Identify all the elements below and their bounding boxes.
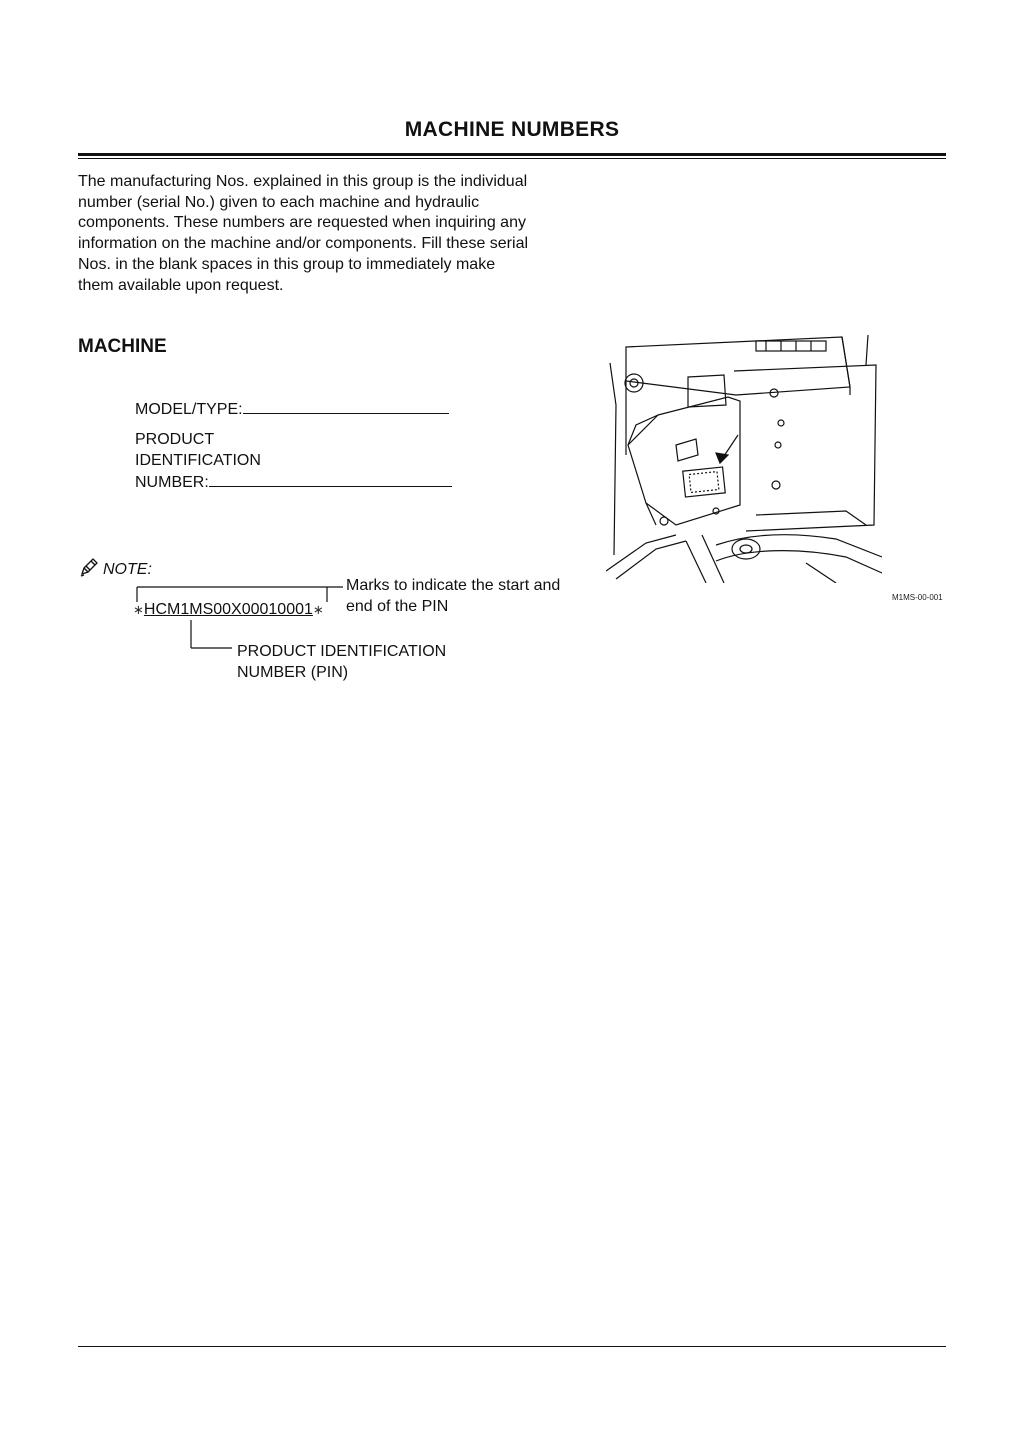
marks-callout-line2: end of the PIN	[346, 598, 449, 615]
marks-callout	[346, 575, 560, 617]
pin-end-mark: ∗	[312, 602, 324, 617]
machine-plate-figure	[606, 335, 882, 583]
note-label: NOTE:	[103, 560, 152, 578]
model-type-label: MODEL/TYPE:	[135, 401, 243, 418]
page-title: MACHINE NUMBERS	[404, 118, 620, 141]
footer-rule	[78, 1346, 946, 1347]
pin-callout-line1: PRODUCT IDENTIFICATION	[237, 643, 447, 660]
marks-callout-line1: Marks to indicate the start and	[346, 577, 561, 594]
pin-example	[133, 601, 324, 619]
pin-callout-line2: NUMBER (PIN)	[237, 664, 349, 681]
pin-example-code: HCM1MS00X00010001	[143, 601, 313, 618]
pin-label-line1: PRODUCT	[135, 431, 215, 448]
pin-callout	[237, 641, 446, 683]
pin-label-line3: NUMBER:	[135, 474, 209, 491]
figure-id: M1MS-00-001	[892, 593, 943, 602]
pin-start-mark: ∗	[133, 602, 144, 617]
machine-heading: MACHINE	[78, 336, 167, 357]
intro-paragraph: The manufacturing Nos. explained in this group is the individual number (serial No.) given to each machine and hydraulic components. These numbers are requested when inquiring any information on the machine and/or components. Fill these serial Nos. in the blank spaces in this group to immediately make them available upon request.	[78, 173, 529, 294]
pin-label-line2: IDENTIFICATION	[135, 452, 261, 469]
